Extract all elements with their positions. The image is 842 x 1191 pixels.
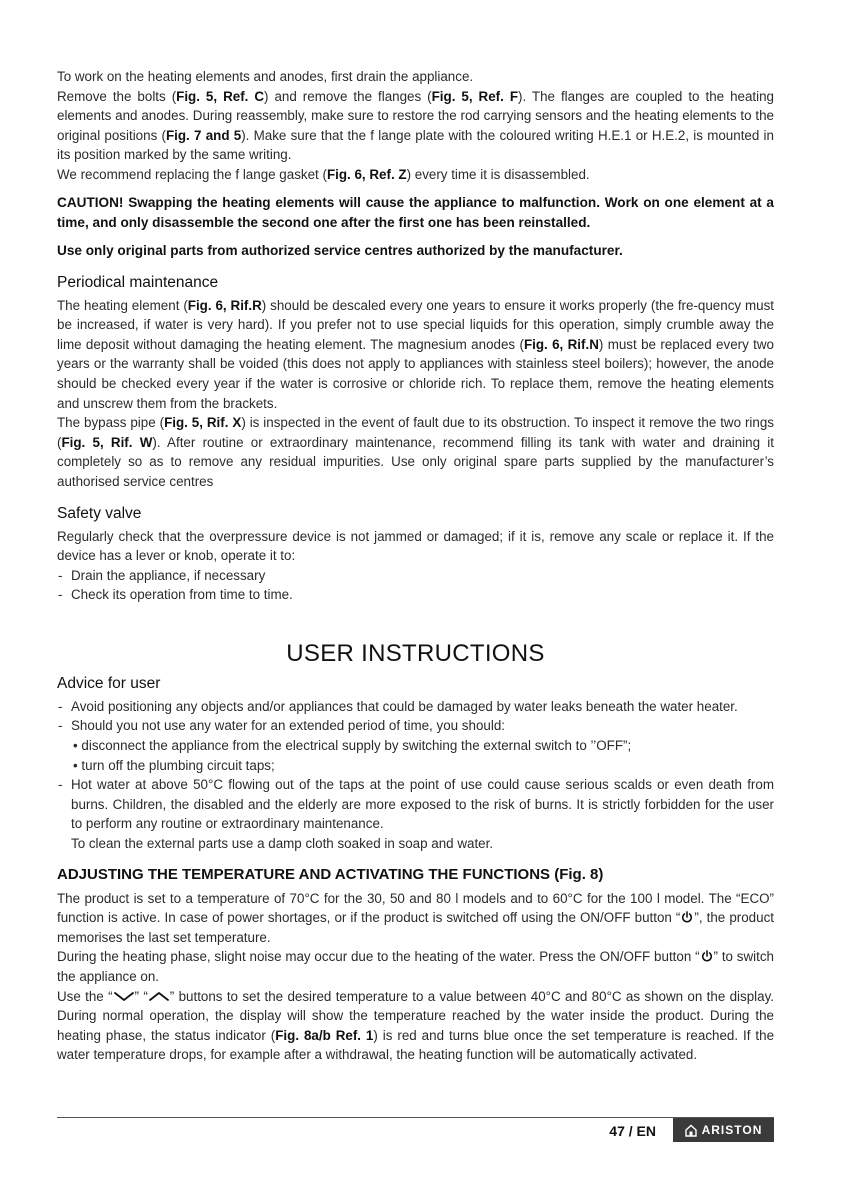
caution-notice: CAUTION! Swapping the heating elements will cause the appliance to malfunction. Work on one element at a time, and only disassemble the second one after the first one has been reinstalled. [57, 194, 774, 230]
brand-name: ARISTON [701, 1123, 763, 1137]
text-span: Should you not use any water for an extended period of time, you should: [71, 718, 505, 734]
figure-reference: Fig. 6, Ref. Z [326, 166, 407, 182]
advice-sub-list [71, 736, 774, 775]
adjusting-paragraph-1 [57, 889, 774, 948]
original-parts-notice: Use only original parts from authorized service centres authorized by the manufacturer. [57, 242, 623, 258]
text-span: To clean the external parts use a damp cloth soaked in soap and water. [71, 836, 494, 852]
text-span: ). The flanges are coupled to the heating elements and anodes. During reassembly, make sure to restore the rod carrying sensors and the heating elements to the original positions ( [57, 88, 774, 143]
bypass-pipe-text [57, 413, 774, 491]
list-item [57, 716, 774, 775]
text-span: ) must be replaced every two years or the warranty shall be voided (this does not apply to appliances with stainless steel boilers); however, the anode should be checked every year if the water is corrosive or chloride rich. To replace them, remove the heating elements and unscrew them from the brackets. [57, 336, 774, 411]
list-item [57, 775, 774, 853]
footer-divider [57, 1117, 774, 1118]
text-span: ) is red and turns blue once the set temperature is reached. If the water temperature drops, for example after a withdrawal, the heating function will be automatically activated. [57, 1027, 775, 1063]
intro-paragraph-3 [57, 165, 774, 185]
text-span: ) and remove the flanges ( [264, 88, 432, 104]
sub-list-item: • turn off the plumbing circuit taps; [73, 756, 774, 776]
sub-list-item: • disconnect the appliance from the electrical supply by switching the external switch to ’’OFF”; [73, 736, 774, 756]
intro-paragraph-1 [57, 67, 774, 87]
figure-reference: Fig. 8a/b Ref. 1 [275, 1027, 374, 1043]
power-icon [680, 911, 694, 923]
text-span: ”, the product memorises the last set temperature. [57, 910, 774, 945]
safety-valve-heading: Safety valve [57, 504, 142, 522]
user-instructions-title: USER INSTRUCTIONS [286, 639, 545, 667]
advice-heading: Advice for user [57, 674, 161, 692]
text-span: The heating element ( [57, 297, 188, 313]
text-span: The bypass pipe ( [57, 415, 165, 431]
power-icon [700, 950, 714, 962]
text-span: The product is set to a temperature of 70°C for the 30, 50 and 80 l models and to 60°C for the 100 l model. The “ECO” function is active. In case of power shortages, or if the product is switched off using the ON/OFF button “ [57, 890, 774, 926]
figure-reference: Fig. 6, Rif.R [187, 297, 262, 313]
house-icon [685, 1124, 697, 1137]
figure-reference: Fig. 5, Rif. X [164, 415, 242, 431]
intro-text: To work on the heating elements and anodes, first drain the appliance. [57, 69, 474, 84]
adjusting-paragraph-3 [57, 987, 774, 1065]
list-item: - Check its operation from time to time. [57, 585, 774, 605]
adjusting-heading: ADJUSTING THE TEMPERATURE AND ACTIVATING THE FUNCTIONS (Fig. 8) [57, 865, 604, 883]
text-span: Use the “ [57, 988, 113, 1004]
figure-reference: Fig. 5, Ref. C [176, 88, 265, 104]
text-span: ). After routine or extraordinary maintenance, recommend filling its tank with water and draining it completely so as to remove any residual impurities. Use only original spare parts supplied by the manufacturer’s authorised service centres [57, 434, 774, 489]
text-span: Remove the bolts ( [57, 88, 177, 104]
figure-reference: Fig. 5, Rif. W [61, 434, 153, 450]
list-item: - Drain the appliance, if necessary [57, 566, 774, 586]
ariston-logo [673, 1118, 774, 1142]
text-span: Hot water at above 50°C flowing out of the taps at the point of use could cause serious scalds or even death from burns. Children, the disabled and the elderly are more exposed to the risk of burns. It is strictly forbidden for the user to perform any routine or extraordinary maintenance. [71, 777, 774, 832]
text-span: ) is inspected in the event of fault due to its obstruction. To inspect it remove the two rings ( [57, 415, 774, 450]
safety-valve-list [57, 566, 774, 605]
text-span: ) every time it is disassembled. [406, 166, 590, 182]
page-number: 47 / EN [609, 1123, 656, 1139]
safety-valve-text: Regularly check that the overpressure device is not jammed or damaged; if it is, remove any scale or replace it. If the device has a lever or knob, operate it to: [57, 528, 774, 564]
page-content [57, 67, 774, 1065]
intro-paragraph-2 [57, 87, 774, 165]
text-span: ). Make sure that the f lange plate with the coloured writing H.E.1 or H.E.2, is mounted in its position marked by the same writing. [57, 127, 774, 163]
text-span: ” buttons to set the desired temperature to a value between 40°C and 80°C as shown on the display. During normal operation, the display will show the temperature reached by the water inside the product. During the heating phase, the status indicator ( [57, 988, 774, 1043]
chevron-down-icon [113, 990, 135, 1002]
text-span: We recommend replacing the f lange gasket ( [57, 166, 327, 182]
figure-reference: Fig. 5, Ref. F [431, 88, 518, 104]
figure-reference: Fig. 6, Rif.N [523, 336, 599, 352]
list-item: - Avoid positioning any objects and/or appliances that could be damaged by water leaks beneath the water heater. [57, 697, 774, 717]
adjusting-paragraph-2 [57, 947, 774, 986]
text-span: ) should be descaled every one years to ensure it works properly (the fre-quency must be increased, if water is very hard). If you prefer not to use special liquids for this operation, simply crumble away the lime deposit without damaging the heating element. The magnesium anodes ( [57, 297, 775, 352]
text-span: During the heating phase, slight noise may occur due to the heating of the water. Press the ON/OFF button “ [57, 949, 700, 965]
text-span: ” “ [134, 988, 148, 1004]
text-span: ” to switch the appliance on. [57, 949, 774, 984]
figure-reference: Fig. 7 and 5 [165, 127, 242, 143]
advice-list [57, 697, 774, 854]
periodical-maintenance-heading: Periodical maintenance [57, 273, 219, 291]
periodical-maintenance-text [57, 296, 774, 414]
chevron-up-icon [148, 990, 170, 1002]
